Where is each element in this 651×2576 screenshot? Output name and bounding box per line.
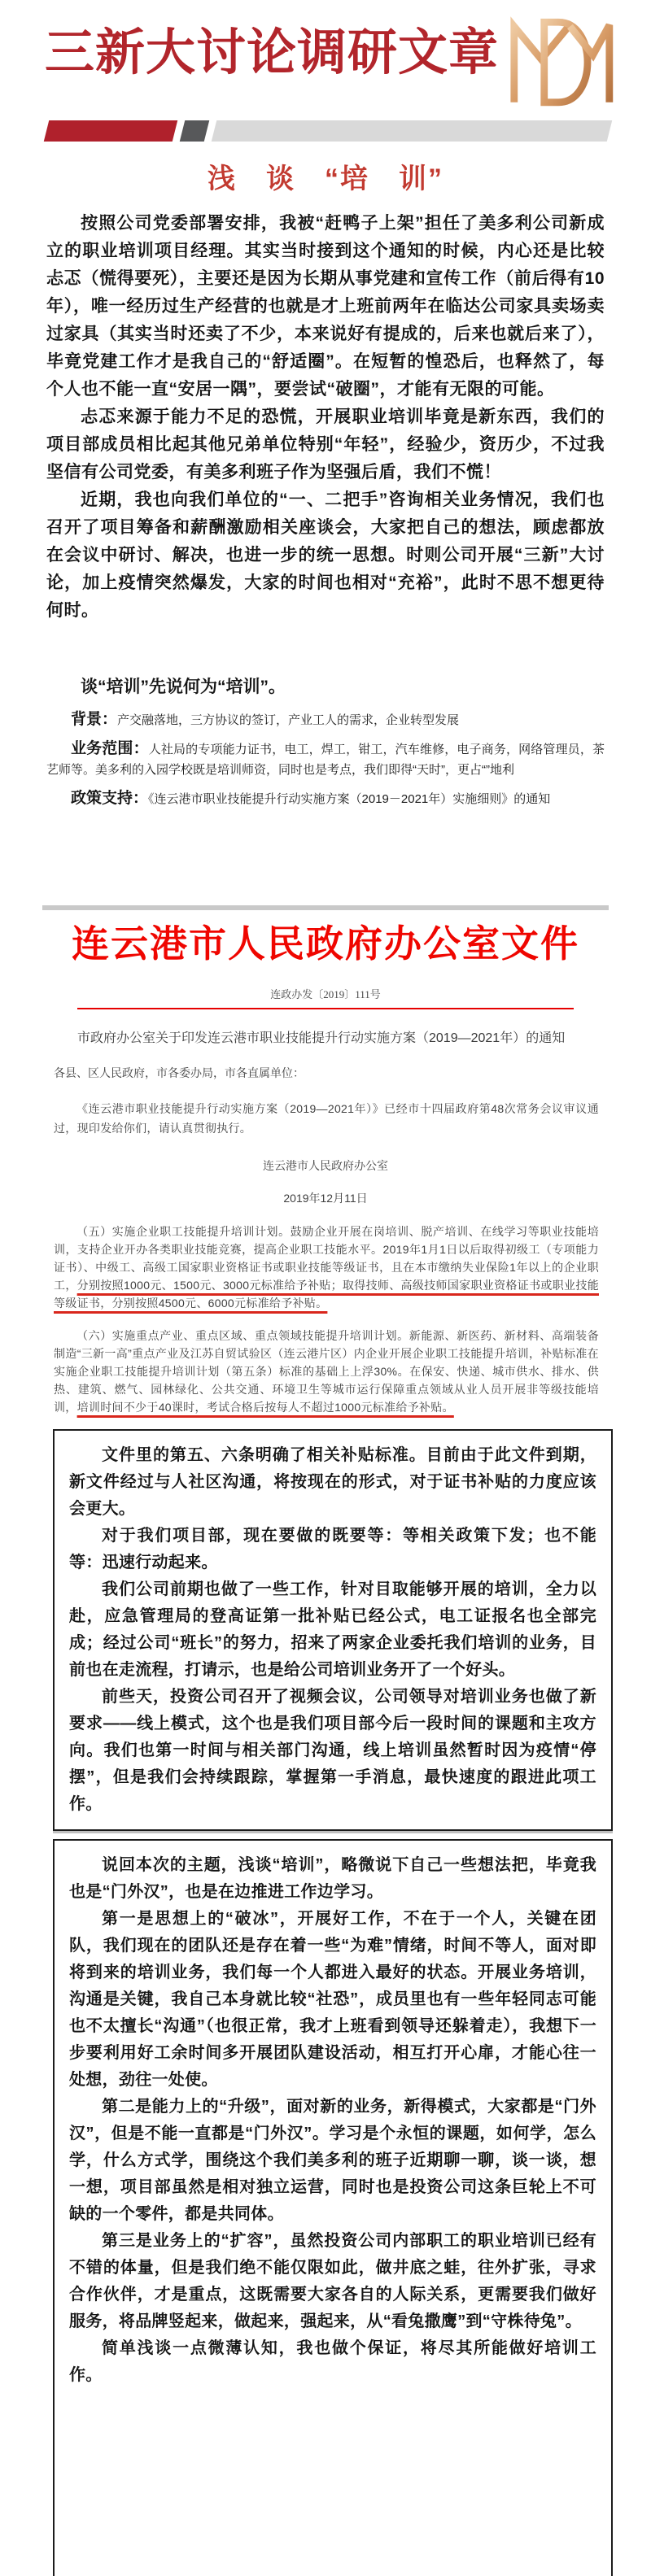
bar-segment-light <box>212 120 612 142</box>
article-paragraph: 忐忑来源于能力不足的恐慌，开展职业培训毕竟是新东西，我们的项目部成员相比起其他兄弟单位特别“年轻”，经验少，资历少，不过我坚信有公司党委，有美多利班子作为坚强后盾，我们不慌！ <box>46 408 605 482</box>
clause-6 <box>54 1327 599 1416</box>
document-salutation: 各县、区人民政府，市各委办局，市各直属单位： <box>54 1066 304 1079</box>
background-label: 背景： <box>71 711 118 728</box>
commentary-paragraph: 第三是业务上的“扩容”，虽然投资公司内部职工的职业培训已经有不错的体量，但是我们绝不能仅限如此，做井底之蛙，往外扩张，寻求合作伙伴，才是重点，这既需要大家各自的人际关系，更需要我们做好服务，将品牌竖起来，做起来，强起来，从“看兔撒鹰”到“守株待兔”。 <box>69 2232 596 2330</box>
scope-label: 业务范围： <box>71 740 149 757</box>
background-text: 产交融落地，三方协议的签订，产业工人的需求，企业转型发展 <box>117 713 460 727</box>
bar-segment-red <box>44 120 177 142</box>
scope-text: 人社局的专项能力证书，电工，焊工，钳工，汽车维修，电子商务，网络管理员，茶艺师等。美多利的入园学校既是培训师资，同时也是考点，我们即得“天时”，更占“”地利 <box>46 743 605 777</box>
clause-6-underlined-text: 培训时间不少于40课时，考试合格后按每人不超过1000元标准给予补贴。 <box>76 1401 454 1414</box>
policy-text: 《连云港市职业技能提升行动实施方案（2019－2021年）实施细则》的通知 <box>148 792 551 806</box>
article-paragraph: 近期，我也向我们单位的“一、二把手”咨询相关业务情况，我们也召开了项目筹备和薪酬激励相关座谈会，大家把自己的想法，顾虑都放在会议中研讨、解决，也进一步的统一思想。时则公司开展“三新”大讨论，加上疫情突然爆发，大家的时间也相对“充裕”，此时不思不想更待何时。 <box>46 490 605 620</box>
decorative-bar <box>46 120 651 142</box>
commentary-paragraph: 简单浅谈一点微薄认知，我也做个保证，将尽其所能做好培训工作。 <box>69 2339 596 2384</box>
clause-5-underlined-text: 分别按照1000元、1500元、3000元标准给予补贴；取得技师、高级技师国家职业资格证书或职业技能等级证书，分别按照4500元、6000元标准给予补贴。 <box>54 1279 599 1310</box>
section-heading: 谈“培训”先说何为“培训”。 <box>81 678 286 696</box>
clause-5 <box>54 1223 599 1312</box>
scope-line <box>46 739 605 780</box>
document-header: 连云港市人民政府办公室文件 <box>72 923 579 965</box>
policy-line <box>46 788 605 809</box>
commentary-box-1 <box>53 1429 613 1831</box>
clause-6-text: （六）实施重点产业、重点区域、重点领域技能提升培训计划。新能源、新医药、新材料、高端装备制造“三新一高”重点产业及江苏自贸试验区（连云港片区）内企业开展企业职工技能提升培训，补贴标准在实施企业职工技能提升培训计划（第五条）标准的基础上上浮30%。在保安、快递、城市供水、排水、供热、建筑、燃气、园林绿化、公共交通、环境卫生等城市运行保障重点领域从业人员开展非等级技能培训， <box>54 1329 599 1414</box>
article-title: 浅 谈 “培 训” <box>208 163 443 194</box>
document-body: 《连云港市职业技能提升行动实施方案（2019—2021年）》已经市十四届政府第48次常务会议审议通过，现印发给你们，请认真贯彻执行。 <box>54 1102 599 1135</box>
article-body <box>46 210 605 625</box>
commentary-box-2 <box>53 1839 613 2576</box>
commentary-paragraph: 第一是思想上的“破冰”，开展好工作，不在于一个人，关键在团队，我们现在的团队还是存在着一些“为难”情绪，时间不等人，面对即将到来的培训业务，我们每一个人都进入最好的状态。开展业务培训，沟通是关键，我自己本身就比较“社恐”，成员里也有一些年轻同志可能也不太擅长“沟通”（也很正常，我才上班看到领导还躲着走），我想下一步要利用好工余时间多开展团队建设活动，相互打开心扉，才能心往一处想，劲往一处使。 <box>69 1910 596 2089</box>
commentary-paragraph: 文件里的第五、六条明确了相关补贴标准。目前由于此文件到期，新文件经过与人社区沟通，将按现在的形式，对于证书补贴的力度应该会更大。 <box>69 1446 596 1518</box>
banner <box>0 0 651 107</box>
document-date: 2019年12月11日 <box>283 1192 368 1205</box>
document-title: 市政府办公室关于印发连云港市职业技能提升行动实施方案（2019—2021年）的通知 <box>77 1031 566 1045</box>
commentary-paragraph: 前些天，投资公司召开了视频会议，公司领导对培训业务也做了新要求——线上模式，这个也是我们项目部今后一段时间的课题和主攻方向。我们也第一时间与相关部门沟通，线上培训虽然暂时因为疫情“停摆”，但是我们会持续跟踪，掌握第一手消息，最快速度的跟进此项工作。 <box>69 1688 596 1813</box>
commentary-paragraph: 说回本次的主题，浅谈“培训”，略微说下自己一些想法把，毕竟我也是“门外汉”，也是在边推进工作边学习。 <box>69 1856 596 1901</box>
commentary-paragraph: 我们公司前期也做了一些工作，针对目取能够开展的培训，全力以赴，应急管理局的登高证第一批补贴已经公式，电工证报名也全部完成；经过公司“班长”的努力，招来了两家企业委托我们培训的业务，目前也在走流程，打请示，也是给公司培训业务开了一个好头。 <box>69 1580 596 1679</box>
document-red-divider <box>77 1008 574 1009</box>
banner-title: 三新大讨论调研文章 <box>45 24 500 80</box>
commentary-paragraph: 对于我们项目部，现在要做的既要等：等相关政策下发；也不能等：迅速行动起来。 <box>69 1527 596 1571</box>
government-document <box>0 905 651 1416</box>
policy-label: 政策支持： <box>71 790 149 807</box>
background-line <box>46 709 605 730</box>
article-paragraph: 按照公司党委部署安排，我被“赶鸭子上架”担任了美多利公司新成立的职业培训项目经理。其实当时接到这个通知的时候，内心还是比较忐忑（慌得要死），主要还是因为长期从事党建和宣传工作（前后得有10年），唯一经历过生产经营的也就是才上班前两年在临达公司家具卖场卖过家具（其实当时还卖了不少，本来说好有提成的，后来也就后来了），毕竟党建工作才是我自己的“舒适圈”。在短暂的惶恐后，也释然了，每个人也不能一直“安居一隅”，要尝试“破圈”，才能有无限的可能。 <box>46 214 605 399</box>
clause-5-text: （五）实施企业职工技能提升培训计划。鼓励企业开展在岗培训、脱产培训、在线学习等职业技能培训，支持企业开办各类职业技能竞赛，提高企业职工技能水平。2019年1月1日以后取得初级工（专项能力证书）、中级工、高级工国家职业资格证书或职业技能等级证书，且在本市缴纳失业保险1年以上的企业职工， <box>54 1225 599 1292</box>
document-issuer: 连云港市人民政府办公室 <box>263 1159 388 1172</box>
document-top-bar <box>42 905 609 910</box>
commentary-paragraph: 第二是能力上的“升级”，面对新的业务，新得模式，大家都是“门外汉”，但是不能一直都是“门外汉”。学习是个永恒的课题，如何学，怎么学，什么方式学，围绕这个我们美多利的班子近期聊一聊，谈一谈，想一想，项目部虽然是相对独立运营，同时也是投资公司这条巨轮上不可缺的一个零件，都是共同体。 <box>69 2098 596 2223</box>
bar-segment-dark <box>180 120 209 142</box>
mdm-logo-icon <box>507 11 614 111</box>
document-number: 连政办发〔2019〕111号 <box>270 988 381 1000</box>
